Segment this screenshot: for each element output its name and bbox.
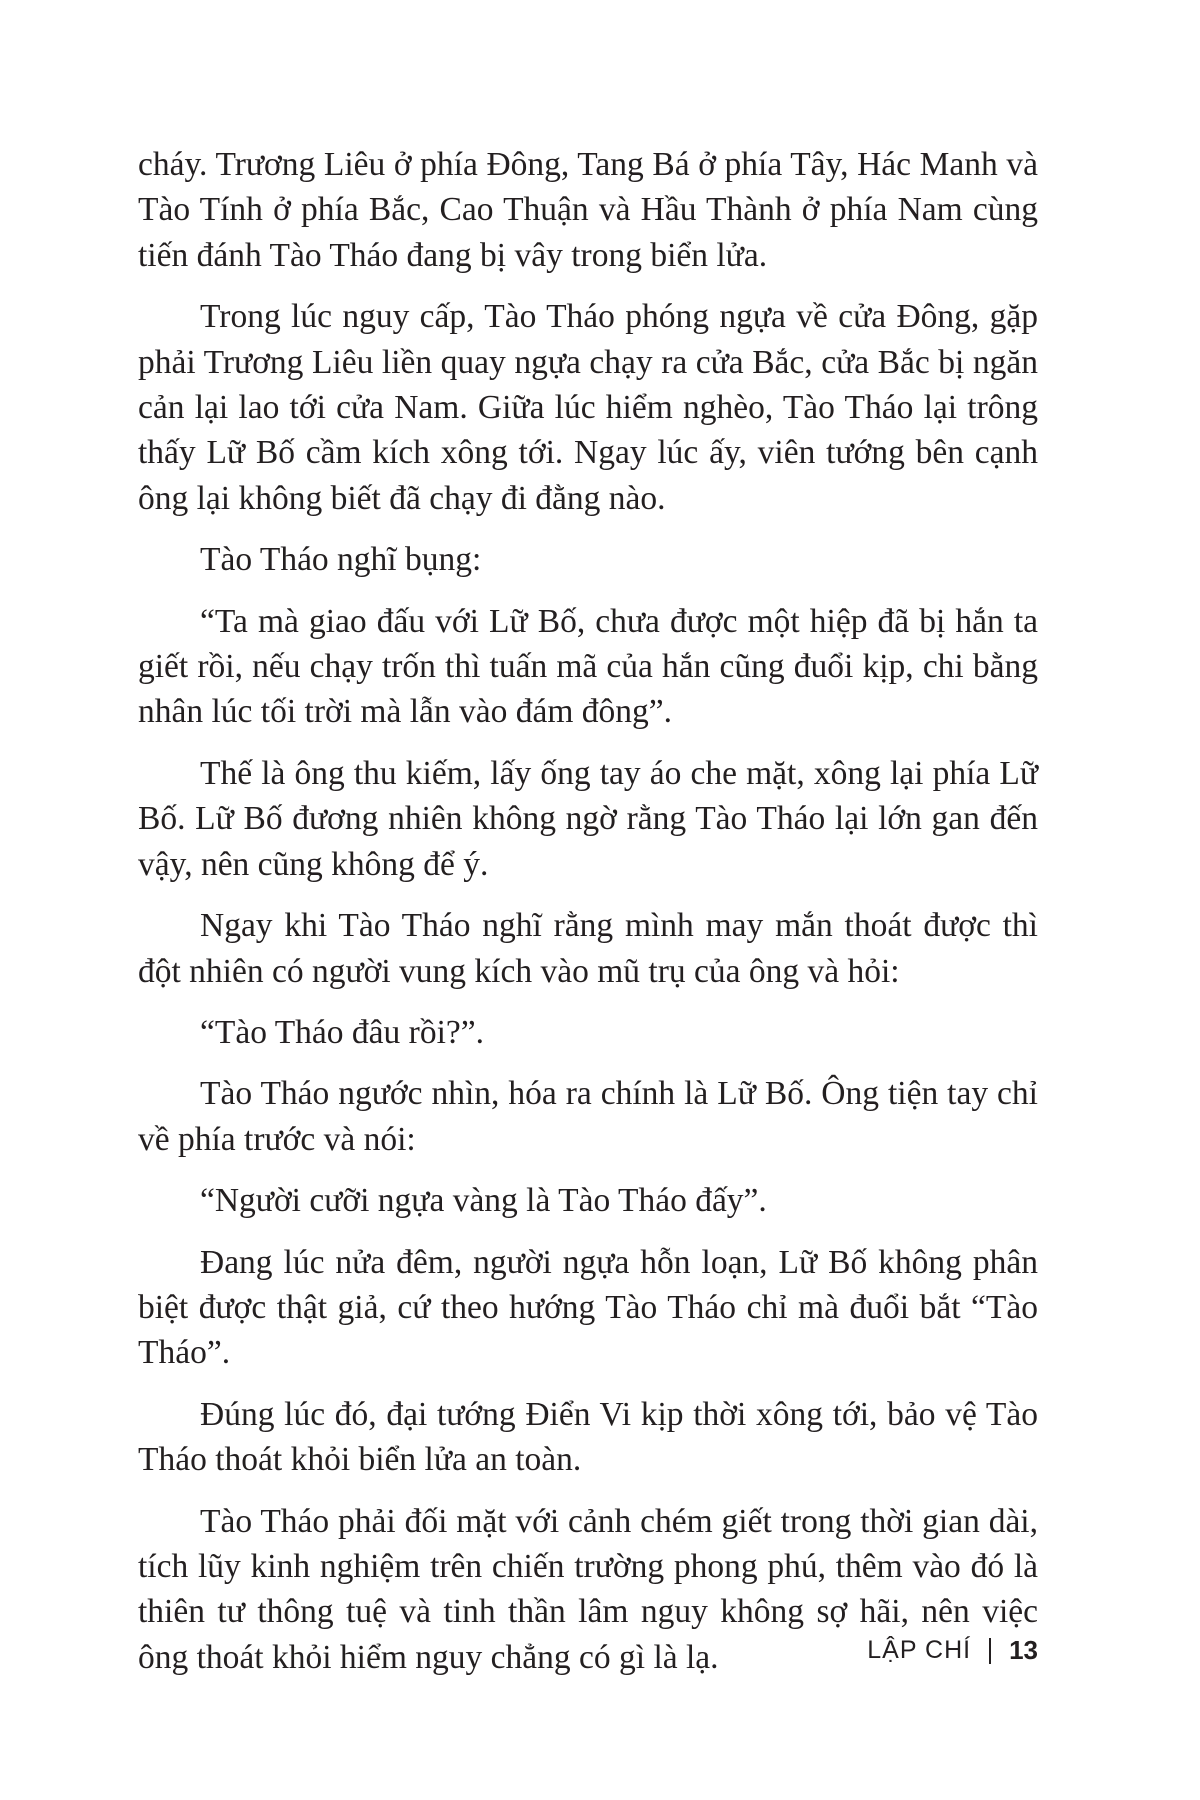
paragraph-12: Tào Tháo phải đối mặt với cảnh chém giết trong thời gian dài, tích lũy kinh nghiệm trên chiến trường phong phú, thêm vào đó là thiên tư thông tuệ và tinh thần lâm nguy không sợ hãi, nên việc ông thoát khỏi hiểm nguy chẳng có gì là lạ. (138, 1502, 1038, 1676)
paragraph-3: Tào Tháo nghĩ bụng: (200, 541, 482, 579)
page-number: 13 (1009, 1635, 1038, 1665)
page-footer (867, 1635, 1038, 1666)
paragraph-2: Trong lúc nguy cấp, Tào Tháo phóng ngựa về cửa Đông, gặp phải Trương Liêu liền quay ngựa chạy ra cửa Bắc, cửa Bắc bị ngăn cản lại lao tới cửa Nam. Giữa lúc hiểm nghèo, Tào Tháo lại trông thấy Lữ Bố cầm kích xông tới. Ngay lúc ấy, viên tướng bên cạnh ông lại không biết đã chạy đi đằng nào. (138, 298, 1038, 517)
paragraph-5: Thế là ông thu kiếm, lấy ống tay áo che mặt, xông lại phía Lữ Bố. Lữ Bố đương nhiên không ngờ rằng Tào Tháo lại lớn gan đến vậy, nên cũng không để ý. (138, 754, 1038, 883)
paragraph-6: Ngay khi Tào Tháo nghĩ rằng mình may mắn thoát được thì đột nhiên có người vung kích vào mũ trụ của ông và hỏi: (138, 907, 1038, 990)
running-footer-title: LẬP CHÍ (867, 1636, 972, 1664)
paragraph-10: Đang lúc nửa đêm, người ngựa hỗn loạn, Lữ Bố không phân biệt được thật giả, cứ theo hướng Tào Tháo chỉ mà đuổi bắt “Tào Tháo”. (138, 1243, 1038, 1372)
paragraph-4: “Ta mà giao đấu với Lữ Bố, chưa được một hiệp đã bị hắn ta giết rồi, nếu chạy trốn thì tuấn mã của hắn cũng đuổi kịp, chi bằng nhân lúc tối trời mà lẫn vào đám đông”. (138, 602, 1038, 731)
paragraph-11: Đúng lúc đó, đại tướng Điển Vi kịp thời xông tới, bảo vệ Tào Tháo thoát khỏi biển lửa an toàn. (138, 1395, 1038, 1479)
paragraph-1: cháy. Trương Liêu ở phía Đông, Tang Bá ở phía Tây, Hác Manh và Tào Tính ở phía Bắc, Cao Thuận và Hầu Thành ở phía Nam cùng tiến đánh Tào Tháo đang bị vây trong biển lửa. (138, 146, 1038, 274)
footer-divider (989, 1638, 991, 1664)
body-text (138, 142, 1038, 1696)
paragraph-7: “Tào Tháo đâu rồi?”. (200, 1013, 484, 1051)
paragraph-8: Tào Tháo ngước nhìn, hóa ra chính là Lữ Bố. Ông tiện tay chỉ về phía trước và nói: (138, 1075, 1038, 1158)
paragraph-9: “Người cưỡi ngựa vàng là Tào Tháo đấy”. (200, 1182, 767, 1220)
